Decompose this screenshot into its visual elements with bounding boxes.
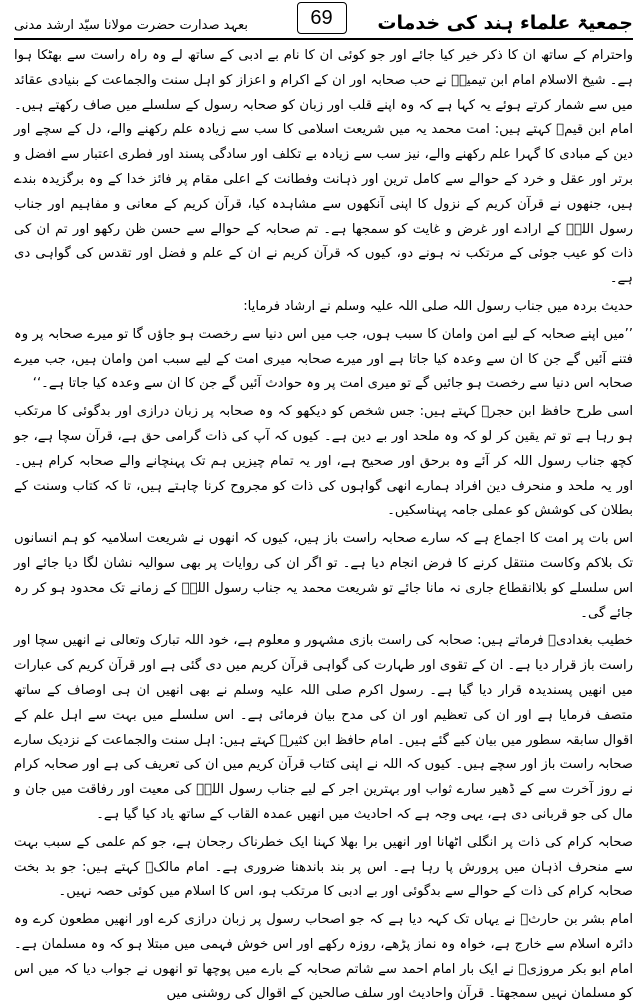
paragraph: امام بشر بن حارثؒ نے یہاں تک کہہ دیا ہے کہ جو اصحاب رسول پر زبان درازی کرے اور انھیں مطعون کرے وہ دائرہ اسلام سے خارج ہے، خواہ وہ نماز پڑھے، روزہ رکھے اور اس خوش فہمی میں مبتلا ہو کہ وہ مسلمان ہے۔ امام ابو بکر مروزیؒ نے ایک بار امام احمد سے شاتم صحابہ کے بارے میں پوچھا تو انھوں نے جواب دیا کہ میں اس کو مسلمان نہیں سمجھتا۔ قرآن واحادیث اور سلف صالحین کے اقوال کی روشنی میں — [14, 912, 633, 1002]
header-title: جمعیۃ علماء ہند کی خدمات — [377, 12, 633, 34]
article-body — [14, 44, 633, 1002]
page-number: 69 — [310, 6, 333, 29]
paragraph: اسی طرح حافظ ابن حجرؒ کہتے ہیں: جس شخص کو دیکھو کہ وہ صحابہ پر زبان درازی اور بدگوئی کا مرتکب ہو رہا ہے تو تم یقین کر لو کہ وہ ملحد اور بے دین ہے۔ کیوں کہ آپ کی ذات گرامی حق ہے، قرآن سچا ہے، جو کچھ جناب رسول اللہ کر آئے وہ برحق اور صحیح ہے، اور یہ تمام چیزیں ہم تک پہنچانے والے صحابہ کرام ہیں۔ اور یہ ملحد و منحرف دین افراد ہمارے انھی گواہوں کی ذات کو مجروح کرنا چاہتے ہیں، تا کہ کتاب وسنت کے بطلان کی کوشش کو عملی جامہ پہناسکیں۔ — [14, 404, 633, 519]
header-subtitle: بعہد صدارت حضرت مولانا سیّد ارشد مدنی — [14, 18, 248, 33]
paragraph: اس بات پر امت کا اجماع ہے کہ سارے صحابہ راست باز ہیں، کیوں کہ انھوں نے شریعت اسلامیہ کو ہم انسانوں تک بلاکم وکاست منتقل کرنے کا فرض انجام دیا ہے۔ تو اگر ان کی روایات پر بھی سوالیہ نشان لگا دیا جائے اور اس سلسلے کو بلاانقطاع جاری نہ مانا جائے تو شریعت محمد یہ جناب رسول اللہؐ کے زمانے تک محدود ہو کر رہ جائے گی۔ — [14, 531, 633, 621]
hadith-quote: ’’میں اپنے صحابہ کے لیے امن وامان کا سبب ہوں، جب میں اس دنیا سے رخصت ہو جاؤں گا تو میرے صحابہ پر وہ فتنے آئیں گے جن کا ان سے وعدہ کیا جاتا ہے اور میرے صحابہ میری امت کے لیے سبب امن وامان ہیں، جب میرے صحابہ اس دنیا سے رخصت ہو جائیں گے تو میری امت پر وہ حوادث آئیں گے جن کا ان سے وعدہ کیا جاتا ہے۔‘‘ — [14, 326, 633, 392]
paragraph: خطیب بغدادیؒ فرماتے ہیں: صحابہ کی راست بازی مشہور و معلوم ہے، خود اللہ تبارک وتعالی نے انھیں سچا اور راست باز قرار دیا ہے۔ ان کے تقوی اور طہارت کی گواہی قرآن کریم میں دی گئی ہے اور قرآن کریم کی عبارات میں انھیں پسندیدہ قرار دیا گیا ہے۔ رسول اکرم صلی اللہ علیہ وسلم نے بھی انھیں ان ہی اوصاف کے ساتھ متصف فرمایا ہے اور ان کی تعظیم اور ان کی مدح بیان فرمائی ہے۔ اس سلسلے میں بہت سے اہل علم کے اقوال سابقہ سطور میں بیان کیے گئے ہیں۔ امام حافظ ابن کثیرؒ کہتے ہیں: اہل سنت والجماعت کے نزدیک سارے صحابہ راست باز اور سچے ہیں۔ کیوں کہ اللہ نے اپنی کتاب قرآن کریم میں ان کی تعریف کی ہے اور صحابہ کرام نے روز آخرت سے کے ڈھیر سارے ثواب اور بہترین اجر کے لیے جناب رسول اللہؐ کی معیت اور رفاقت میں جان و مال کی جو قربانی دی ہے، یہی وجہ ہے کہ احادیث میں انھیں عمدہ القاب کے ساتھ یاد کیا گیا ہے۔ — [14, 633, 633, 822]
page-number-box — [297, 2, 347, 34]
paragraph: صحابہ کرام کی ذات پر انگلی اٹھانا اور انھیں برا بھلا کہنا ایک خطرناک رجحان ہے، جو کم علمی کے سبب بہت سے منحرف اذہان میں پرورش پا رہا ہے۔ اس پر بند باندھنا ضروری ہے۔ امام مالکؒ کہتے ہیں: جو بد بخت صحابہ کرام کی ذات کے حوالے سے بدگوئی اور بے ادبی کا مرتکب ہو، اس کا اسلام میں کوئی حصہ نہیں۔ — [14, 834, 633, 900]
paragraph: حدیث بردہ میں جناب رسول اللہ صلی اللہ علیہ وسلم نے ارشاد فرمایا: — [243, 298, 633, 314]
paragraph: واحترام کے ساتھ ان کا ذکر خیر کیا جائے اور جو کوئی ان کا نام بے ادبی کے ساتھ لے وہ راہ راست سے بھٹکا ہوا ہے۔ شیخ الاسلام امام ابن تیمیہؒ نے حب صحابہ اور ان کے اکرام و اعزاز کو اہل سنت والجماعت کے بنیادی عقائد میں سے شمار کرتے ہوئے یہ کہا ہے کہ وہ اپنے قلب اور زبان کو صحابہ رسول کے سلسلے میں صاف رکھتے ہیں۔ امام ابن قیمؒ کہتے ہیں: امت محمد یہ میں شریعت اسلامی کا سب سے زیادہ علم رکھنے والے، دل کے سچے اور دین کے مبادی کا گہرا علم رکھنے والے، نیز سب سے زیادہ بے تکلف اور سادگی پسند اور فطری اعتبار سے افضل و برتر اور عقل و خرد کے حوالے سے کامل ترین اور ذہانت وفطانت کے اعلی مقام پر فائز خدا کے وہ برگزیدہ بندے ہیں، جنھوں نے قرآن کریم کے نزول کا اپنی آنکھوں سے مشاہدہ کیا، قرآن کریم کے معانی و مفاہیم اور جناب رسول اللہؐ کے ارادے اور غرض و غایت کو سمجھا ہے۔ تم صحابہ کے حوالے سے حسن ظن رکھو اور تم ان کی ذات کو عیب جوئی کے مرتکب نہ ہونے دو، کیوں کہ قرآن کریم نے ان کے علم و فضل اور تقدس کی گواہی دی ہے۔ — [14, 48, 633, 287]
